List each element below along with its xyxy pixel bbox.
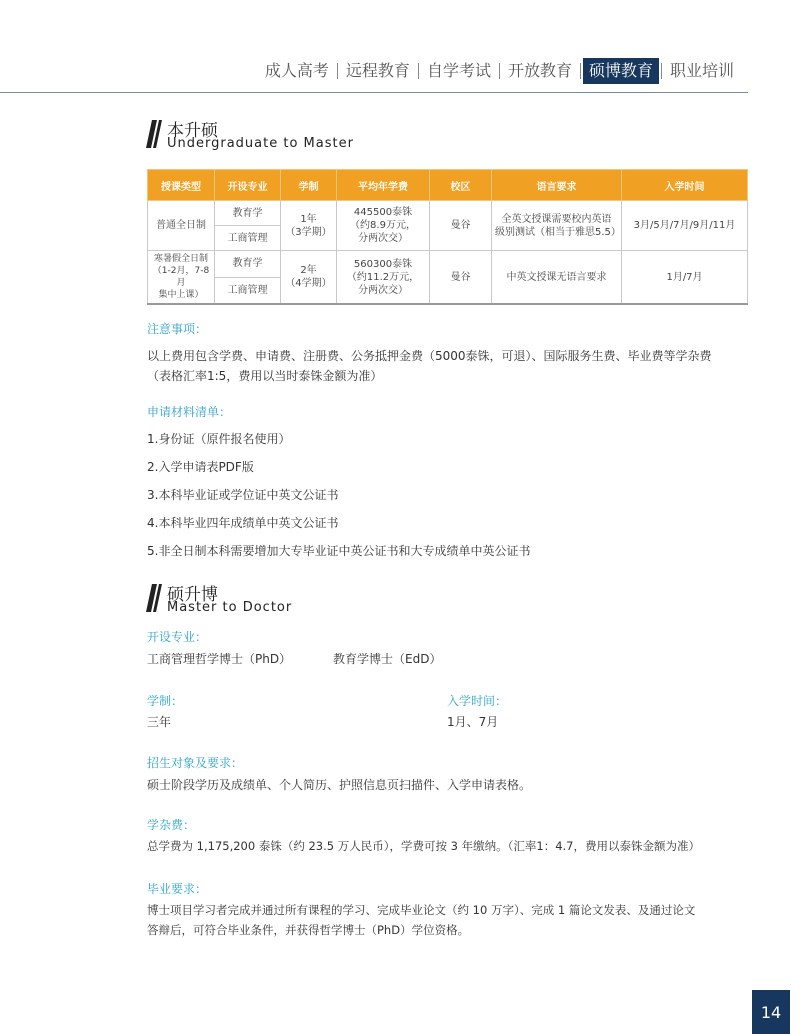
- nav-item-open-education[interactable]: 开放教育: [507, 61, 572, 80]
- duration-label: 学制：: [147, 694, 184, 708]
- notes-text: [147, 346, 747, 386]
- nav-item-graduate-education[interactable]: 硕博教育: [583, 58, 659, 84]
- table-row: [148, 201, 748, 226]
- notes-label: 注意事项：: [147, 322, 208, 336]
- cell-line: 分两次交）: [358, 233, 408, 244]
- cell-line: 分两次交）: [358, 284, 408, 296]
- table-cell-fee: [337, 201, 430, 251]
- top-nav: [259, 58, 740, 84]
- table-cell-major: 教育学: [215, 251, 281, 278]
- nav-divider: [337, 63, 338, 79]
- cell-line: （约11.2万元，: [346, 271, 420, 283]
- cell-line: （3学期）: [285, 226, 332, 238]
- cell-line: 445500泰铢: [353, 207, 413, 218]
- target-label: 招生对象及要求：: [147, 756, 244, 770]
- list-item: 4.本科毕业四年成绩单中英文公证书: [147, 516, 339, 530]
- table-header-row: [148, 170, 748, 201]
- column-header: 语言要求: [492, 170, 622, 201]
- cell-line: 560300泰铢: [353, 258, 413, 270]
- list-item: 3.本科毕业证或学位证中英文公证书: [147, 488, 339, 502]
- table-cell-fee: [337, 251, 430, 305]
- nav-item-distance-education[interactable]: 远程教育: [345, 61, 410, 80]
- cell-line: 寒暑假全日制: [153, 254, 208, 264]
- target-text: 硕士阶段学历及成绩单、个人简历、护照信息页扫描件、入学申请表格。: [147, 778, 532, 792]
- column-header: 入学时间: [622, 170, 748, 201]
- nav-divider: [418, 63, 419, 79]
- column-header: 校区: [430, 170, 492, 201]
- table-cell-major: 教育学: [215, 201, 281, 226]
- section-subtitle: Master to Doctor: [167, 600, 293, 615]
- section-title: 本升硕: [167, 121, 218, 141]
- table-cell-duration: [281, 201, 337, 251]
- column-header: 授课类型: [148, 170, 215, 201]
- list-item: 2.入学申请表PDF版: [147, 460, 254, 474]
- cell-line: （约8.9万元，: [350, 220, 416, 231]
- duration-value: 三年: [147, 715, 172, 729]
- graduation-label: 毕业要求：: [147, 882, 208, 896]
- table-row: [148, 251, 748, 278]
- cell-line: 1年: [300, 213, 317, 225]
- column-header: 学制: [281, 170, 337, 201]
- nav-item-vocational-training[interactable]: 职业培训: [669, 61, 734, 80]
- notes-line: 以上费用包含学费、申请费、注册费、公务抵押金费（5000泰铢，可退）、国际服务生费、毕业费等学杂费: [147, 349, 712, 363]
- fees-label: 学杂费：: [147, 818, 196, 832]
- cell-line: 集中上课）: [158, 290, 204, 300]
- nav-item-self-study[interactable]: 自学考试: [426, 61, 491, 80]
- table-cell-campus: 曼谷: [430, 201, 492, 251]
- nav-divider: [661, 63, 662, 79]
- table-cell-major: 工商管理: [215, 277, 281, 304]
- phd-major-business: 工商管理哲学博士（PhD）: [147, 652, 292, 666]
- cell-line: （4学期）: [285, 278, 332, 289]
- majors-label: 开设专业：: [147, 630, 208, 644]
- nav-divider: [580, 63, 581, 79]
- list-item: 1.身份证（原件报名使用）: [147, 432, 291, 446]
- nav-item-adult-exam[interactable]: 成人高考: [264, 61, 329, 80]
- section-marker-icon: [147, 584, 161, 612]
- column-header: 开设专业: [215, 170, 281, 201]
- table-cell-type: 普通全日制: [148, 201, 215, 251]
- section-subtitle: Undergraduate to Master: [167, 136, 354, 151]
- table-cell-major: 工商管理: [215, 226, 281, 251]
- phd-major-education: 教育学博士（EdD）: [333, 652, 442, 666]
- intake-value: 1月、7月: [447, 715, 499, 729]
- table-cell-intake: 1月/7月: [622, 251, 748, 305]
- table-cell-duration: [281, 251, 337, 305]
- header-rule: [0, 92, 748, 93]
- column-header: 平均年学费: [337, 170, 430, 201]
- list-item: 5.非全日制本科需要增加大专毕业证中英公证书和大专成绩单中英公证书: [147, 544, 531, 558]
- notes-line: （表格汇率1:5，费用以当时泰铢金额为准）: [147, 369, 383, 383]
- table-cell-language: [492, 201, 622, 251]
- cell-line: 级别测试（相当于雅思5.5）: [495, 226, 621, 238]
- graduation-line: 答辩后，可符合毕业条件，并获得哲学博士（PhD）学位资格。: [147, 923, 470, 937]
- cell-line: （1-2月，7-8月: [152, 266, 210, 288]
- page-number: 14: [752, 990, 790, 1034]
- materials-label: 申请材料清单：: [147, 405, 232, 419]
- cell-line: 全英文授课需要校内英语: [501, 213, 612, 225]
- graduation-text: [147, 900, 747, 940]
- fees-text: 总学费为 1,175,200 泰铢（约 23.5 万人民币），学费可按 3 年缴纳。（汇率1：4.7，费用以泰铢金额为准）: [147, 839, 700, 853]
- cell-line: 2年: [300, 265, 317, 276]
- program-table: [147, 169, 748, 305]
- nav-divider: [499, 63, 500, 79]
- table-cell-campus: 曼谷: [430, 251, 492, 305]
- intake-label: 入学时间：: [447, 694, 508, 708]
- section-title: 硕升博: [167, 585, 218, 605]
- table-cell-type: [148, 251, 215, 305]
- table-cell-intake: 3月/5月/7月/9月/11月: [622, 201, 748, 251]
- section-marker-icon: [147, 120, 161, 148]
- table-cell-language: 中英文授课无语言要求: [492, 251, 622, 305]
- graduation-line: 博士项目学习者完成并通过所有课程的学习、完成毕业论文（约 10 万字）、完成 1 篇论文发表、及通过论文: [147, 903, 696, 917]
